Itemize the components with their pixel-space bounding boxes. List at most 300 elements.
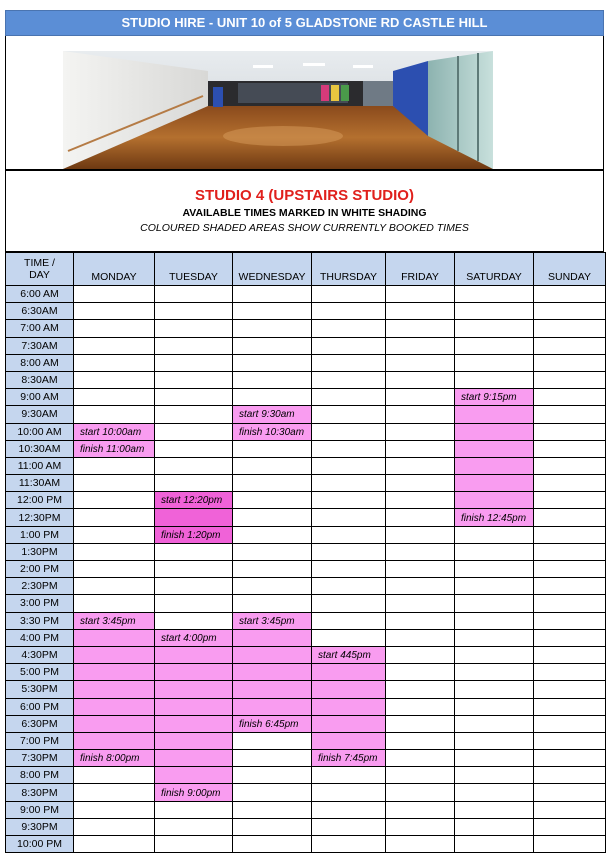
time-slot-label: 6:00 PM <box>6 698 74 715</box>
slot-cell <box>386 715 455 732</box>
table-row <box>6 578 606 595</box>
slot-cell <box>386 698 455 715</box>
day-header-thursday: THURSDAY <box>312 253 386 286</box>
slot-cell <box>233 371 312 388</box>
slot-cell <box>312 337 386 354</box>
slot-cell <box>312 389 386 406</box>
slot-cell <box>312 303 386 320</box>
slot-cell <box>534 406 606 423</box>
slot-cell <box>74 526 155 543</box>
table-row <box>6 354 606 371</box>
slot-cell <box>233 543 312 560</box>
time-slot-label: 3:00 PM <box>6 595 74 612</box>
booked-slot-cell <box>233 629 312 646</box>
slot-cell <box>455 561 534 578</box>
slot-cell <box>233 750 312 767</box>
booked-slot-cell <box>312 750 386 767</box>
slot-cell <box>386 629 455 646</box>
table-row <box>6 750 606 767</box>
slot-cell <box>534 440 606 457</box>
slot-cell <box>155 389 233 406</box>
slot-cell <box>455 578 534 595</box>
booked-slot-cell <box>155 509 233 526</box>
time-slot-label: 8:30PM <box>6 784 74 801</box>
slot-cell <box>155 595 233 612</box>
slot-cell <box>233 509 312 526</box>
time-slot-label: 1:00 PM <box>6 526 74 543</box>
slot-cell <box>74 543 155 560</box>
slot-cell <box>312 440 386 457</box>
booked-slot-cell <box>233 681 312 698</box>
slot-cell <box>534 629 606 646</box>
time-slot-label: 6:30PM <box>6 715 74 732</box>
slot-cell <box>534 578 606 595</box>
booking-time-note: start 3:45pm <box>239 615 295 627</box>
slot-cell <box>455 818 534 835</box>
slot-cell <box>74 578 155 595</box>
slot-cell <box>74 475 155 492</box>
slot-cell <box>534 526 606 543</box>
slot-cell <box>233 337 312 354</box>
slot-cell <box>155 337 233 354</box>
slot-cell <box>534 371 606 388</box>
slot-cell <box>534 750 606 767</box>
slot-cell <box>386 320 455 337</box>
table-row <box>6 475 606 492</box>
table-header-row <box>6 253 606 286</box>
booked-slot-cell <box>74 612 155 629</box>
slot-cell <box>386 784 455 801</box>
slot-cell <box>455 836 534 853</box>
table-row <box>6 664 606 681</box>
slot-cell <box>155 578 233 595</box>
slot-cell <box>386 509 455 526</box>
booked-slot-cell <box>155 492 233 509</box>
table-row <box>6 371 606 388</box>
photo-frame <box>5 36 604 170</box>
booking-time-note: start 12:20pm <box>161 495 223 507</box>
time-slot-label: 4:00 PM <box>6 629 74 646</box>
table-row <box>6 681 606 698</box>
slot-cell <box>312 354 386 371</box>
time-slot-label: 11:00 AM <box>6 457 74 474</box>
slot-cell <box>155 543 233 560</box>
slot-cell <box>455 526 534 543</box>
slot-cell <box>312 286 386 303</box>
studio-hire-sheet <box>5 10 604 853</box>
day-header-friday: FRIDAY <box>386 253 455 286</box>
time-slot-label: 2:00 PM <box>6 561 74 578</box>
slot-cell <box>386 801 455 818</box>
slot-cell <box>534 836 606 853</box>
time-slot-label: 12:30PM <box>6 509 74 526</box>
booked-slot-cell <box>74 440 155 457</box>
day-header-tuesday: TUESDAY <box>155 253 233 286</box>
booked-slot-cell <box>455 475 534 492</box>
slot-cell <box>455 801 534 818</box>
slot-cell <box>455 750 534 767</box>
slot-cell <box>534 664 606 681</box>
slot-cell <box>534 509 606 526</box>
booked-slot-cell <box>155 784 233 801</box>
slot-cell <box>455 371 534 388</box>
slot-cell <box>74 337 155 354</box>
time-day-header <box>6 253 74 286</box>
booked-slot-cell <box>74 732 155 749</box>
time-slot-label: 10:00 AM <box>6 423 74 440</box>
slot-cell <box>233 818 312 835</box>
slot-cell <box>312 371 386 388</box>
table-row <box>6 732 606 749</box>
table-row <box>6 801 606 818</box>
slot-cell <box>534 595 606 612</box>
slot-cell <box>74 561 155 578</box>
table-row <box>6 286 606 303</box>
time-slot-label: 2:30PM <box>6 578 74 595</box>
slot-cell <box>386 389 455 406</box>
slot-cell <box>233 286 312 303</box>
booked-slot-cell <box>74 750 155 767</box>
booked-slot-cell <box>155 767 233 784</box>
time-header-label: TIME / <box>24 257 55 269</box>
slot-cell <box>312 509 386 526</box>
time-slot-label: 9:30AM <box>6 406 74 423</box>
slot-cell <box>386 423 455 440</box>
slot-cell <box>455 612 534 629</box>
slot-cell <box>534 354 606 371</box>
booked-slot-cell <box>455 389 534 406</box>
booked-slot-cell <box>233 406 312 423</box>
booked-slot-cell <box>455 509 534 526</box>
slot-cell <box>233 457 312 474</box>
table-row <box>6 767 606 784</box>
slot-cell <box>74 509 155 526</box>
booked-slot-cell <box>455 457 534 474</box>
booked-slot-cell <box>155 698 233 715</box>
slot-cell <box>233 784 312 801</box>
booked-slot-cell <box>233 698 312 715</box>
booked-slot-cell <box>312 681 386 698</box>
slot-cell <box>74 767 155 784</box>
slot-cell <box>155 612 233 629</box>
slot-cell <box>534 818 606 835</box>
slot-cell <box>455 286 534 303</box>
time-slot-label: 9:00 PM <box>6 801 74 818</box>
slot-cell <box>455 784 534 801</box>
slot-cell <box>155 561 233 578</box>
booked-note: COLOURED SHADED AREAS SHOW CURRENTLY BOOKED TIMES <box>140 222 469 234</box>
booking-time-note: finish 9:00pm <box>161 787 221 799</box>
table-row <box>6 389 606 406</box>
booking-time-note: start 3:45pm <box>80 615 136 627</box>
slot-cell <box>312 578 386 595</box>
slot-cell <box>155 354 233 371</box>
slot-cell <box>534 715 606 732</box>
booked-slot-cell <box>233 664 312 681</box>
time-slot-label: 9:30PM <box>6 818 74 835</box>
slot-cell <box>455 595 534 612</box>
slot-cell <box>155 457 233 474</box>
table-row <box>6 646 606 663</box>
slot-cell <box>534 389 606 406</box>
slot-cell <box>233 440 312 457</box>
slot-cell <box>74 801 155 818</box>
booked-slot-cell <box>155 646 233 663</box>
slot-cell <box>74 303 155 320</box>
slot-cell <box>534 303 606 320</box>
table-row <box>6 440 606 457</box>
table-row <box>6 303 606 320</box>
time-slot-label: 5:00 PM <box>6 664 74 681</box>
slot-cell <box>534 286 606 303</box>
time-slot-label: 7:30PM <box>6 750 74 767</box>
slot-cell <box>455 664 534 681</box>
time-slot-label: 6:00 AM <box>6 286 74 303</box>
slot-cell <box>386 612 455 629</box>
booked-slot-cell <box>233 646 312 663</box>
slot-cell <box>74 836 155 853</box>
slot-cell <box>312 406 386 423</box>
slot-cell <box>386 492 455 509</box>
slot-cell <box>312 818 386 835</box>
slot-cell <box>74 595 155 612</box>
slot-cell <box>155 801 233 818</box>
slot-cell <box>312 457 386 474</box>
table-row <box>6 406 606 423</box>
slot-cell <box>233 320 312 337</box>
slot-cell <box>386 767 455 784</box>
slot-cell <box>386 526 455 543</box>
booked-slot-cell <box>155 750 233 767</box>
table-row <box>6 423 606 440</box>
booked-slot-cell <box>74 423 155 440</box>
slot-cell <box>386 732 455 749</box>
slot-cell <box>386 286 455 303</box>
slot-cell <box>534 801 606 818</box>
booking-time-note: finish 8:00pm <box>80 753 140 765</box>
table-row <box>6 561 606 578</box>
slot-cell <box>74 818 155 835</box>
table-row <box>6 612 606 629</box>
table-row <box>6 509 606 526</box>
table-row <box>6 526 606 543</box>
slot-cell <box>386 818 455 835</box>
slot-cell <box>386 561 455 578</box>
slot-cell <box>386 681 455 698</box>
slot-cell <box>534 337 606 354</box>
time-slot-label: 8:00 PM <box>6 767 74 784</box>
time-slot-label: 1:30PM <box>6 543 74 560</box>
booking-time-note: start 4:00pm <box>161 632 217 644</box>
booked-slot-cell <box>312 664 386 681</box>
slot-cell <box>534 784 606 801</box>
studio-title: STUDIO 4 (UPSTAIRS STUDIO) <box>195 187 414 204</box>
slot-cell <box>74 354 155 371</box>
slot-cell <box>74 389 155 406</box>
booking-time-note: finish 1:20pm <box>161 529 221 541</box>
slot-cell <box>312 801 386 818</box>
time-slot-label: 7:00 AM <box>6 320 74 337</box>
booking-time-note: finish 7:45pm <box>318 753 378 765</box>
time-slot-label: 3:30 PM <box>6 612 74 629</box>
slot-cell <box>155 475 233 492</box>
slot-cell <box>386 354 455 371</box>
schedule-body <box>6 286 606 853</box>
slot-cell <box>534 492 606 509</box>
day-header-saturday: SATURDAY <box>455 253 534 286</box>
booking-time-note: start 10:00am <box>80 426 142 438</box>
table-row <box>6 457 606 474</box>
booking-time-note: start 9:15pm <box>461 392 517 404</box>
slot-cell <box>233 389 312 406</box>
slot-cell <box>233 526 312 543</box>
table-row <box>6 818 606 835</box>
booked-slot-cell <box>312 698 386 715</box>
booked-slot-cell <box>74 629 155 646</box>
slot-cell <box>386 750 455 767</box>
time-slot-label: 7:30AM <box>6 337 74 354</box>
slot-cell <box>534 698 606 715</box>
slot-cell <box>233 475 312 492</box>
time-slot-label: 10:30AM <box>6 440 74 457</box>
table-row <box>6 492 606 509</box>
slot-cell <box>386 595 455 612</box>
slot-cell <box>455 681 534 698</box>
slot-cell <box>534 561 606 578</box>
slot-cell <box>534 543 606 560</box>
booking-time-note: finish 6:45pm <box>239 718 299 730</box>
slot-cell <box>534 646 606 663</box>
booking-schedule-table <box>5 252 606 853</box>
slot-cell <box>386 664 455 681</box>
slot-cell <box>455 767 534 784</box>
day-header-sunday: SUNDAY <box>534 253 606 286</box>
time-slot-label: 5:30PM <box>6 681 74 698</box>
booked-slot-cell <box>155 664 233 681</box>
slot-cell <box>455 715 534 732</box>
booked-slot-cell <box>233 715 312 732</box>
slot-cell <box>534 681 606 698</box>
slot-cell <box>534 423 606 440</box>
booked-slot-cell <box>74 698 155 715</box>
booked-slot-cell <box>312 715 386 732</box>
slot-cell <box>233 595 312 612</box>
booked-slot-cell <box>74 715 155 732</box>
table-row <box>6 543 606 560</box>
slot-cell <box>455 320 534 337</box>
booked-slot-cell <box>312 646 386 663</box>
booked-slot-cell <box>155 732 233 749</box>
slot-cell <box>233 836 312 853</box>
slot-cell <box>312 475 386 492</box>
slot-cell <box>312 767 386 784</box>
slot-cell <box>386 836 455 853</box>
slot-cell <box>233 492 312 509</box>
slot-cell <box>233 767 312 784</box>
booked-slot-cell <box>455 423 534 440</box>
slot-cell <box>312 561 386 578</box>
time-slot-label: 7:00 PM <box>6 732 74 749</box>
booked-slot-cell <box>74 646 155 663</box>
slot-cell <box>233 801 312 818</box>
slot-cell <box>455 543 534 560</box>
slot-cell <box>312 595 386 612</box>
slot-cell <box>386 440 455 457</box>
table-row <box>6 337 606 354</box>
booked-slot-cell <box>74 681 155 698</box>
slot-cell <box>155 371 233 388</box>
slot-cell <box>455 698 534 715</box>
slot-cell <box>74 286 155 303</box>
slot-cell <box>312 784 386 801</box>
slot-cell <box>455 646 534 663</box>
table-row <box>6 595 606 612</box>
booking-time-note: finish 11:00am <box>80 443 145 455</box>
time-slot-label: 11:30AM <box>6 475 74 492</box>
slot-cell <box>312 543 386 560</box>
slot-cell <box>312 612 386 629</box>
booked-slot-cell <box>155 715 233 732</box>
slot-cell <box>455 354 534 371</box>
slot-cell <box>155 406 233 423</box>
slot-cell <box>455 629 534 646</box>
slot-cell <box>233 578 312 595</box>
banner-title: STUDIO HIRE - UNIT 10 of 5 GLADSTONE RD CASTLE HILL <box>5 10 604 36</box>
slot-cell <box>534 475 606 492</box>
slot-cell <box>534 320 606 337</box>
slot-cell <box>155 320 233 337</box>
slot-cell <box>386 457 455 474</box>
booked-slot-cell <box>74 664 155 681</box>
slot-cell <box>386 543 455 560</box>
studio-photo <box>63 51 493 169</box>
slot-cell <box>74 371 155 388</box>
time-slot-label: 8:30AM <box>6 371 74 388</box>
slot-cell <box>233 561 312 578</box>
booked-slot-cell <box>233 612 312 629</box>
booked-slot-cell <box>455 440 534 457</box>
day-header-wednesday: WEDNESDAY <box>233 253 312 286</box>
table-row <box>6 698 606 715</box>
slot-cell <box>74 406 155 423</box>
slot-cell <box>312 320 386 337</box>
time-slot-label: 6:30AM <box>6 303 74 320</box>
slot-cell <box>74 784 155 801</box>
booked-slot-cell <box>312 732 386 749</box>
booking-time-note: start 445pm <box>318 650 371 662</box>
slot-cell <box>534 732 606 749</box>
slot-cell <box>386 303 455 320</box>
slot-cell <box>312 492 386 509</box>
slot-cell <box>74 320 155 337</box>
table-row <box>6 715 606 732</box>
slot-cell <box>74 492 155 509</box>
slot-cell <box>155 423 233 440</box>
slot-cell <box>386 475 455 492</box>
slot-cell <box>386 371 455 388</box>
time-slot-label: 9:00 AM <box>6 389 74 406</box>
booking-time-note: finish 10:30am <box>239 426 305 438</box>
slot-cell <box>312 423 386 440</box>
slot-cell <box>312 836 386 853</box>
slot-cell <box>155 818 233 835</box>
booked-slot-cell <box>455 492 534 509</box>
slot-cell <box>534 457 606 474</box>
slot-cell <box>74 457 155 474</box>
time-slot-label: 10:00 PM <box>6 836 74 853</box>
slot-cell <box>455 732 534 749</box>
booking-time-note: start 9:30am <box>239 409 295 421</box>
